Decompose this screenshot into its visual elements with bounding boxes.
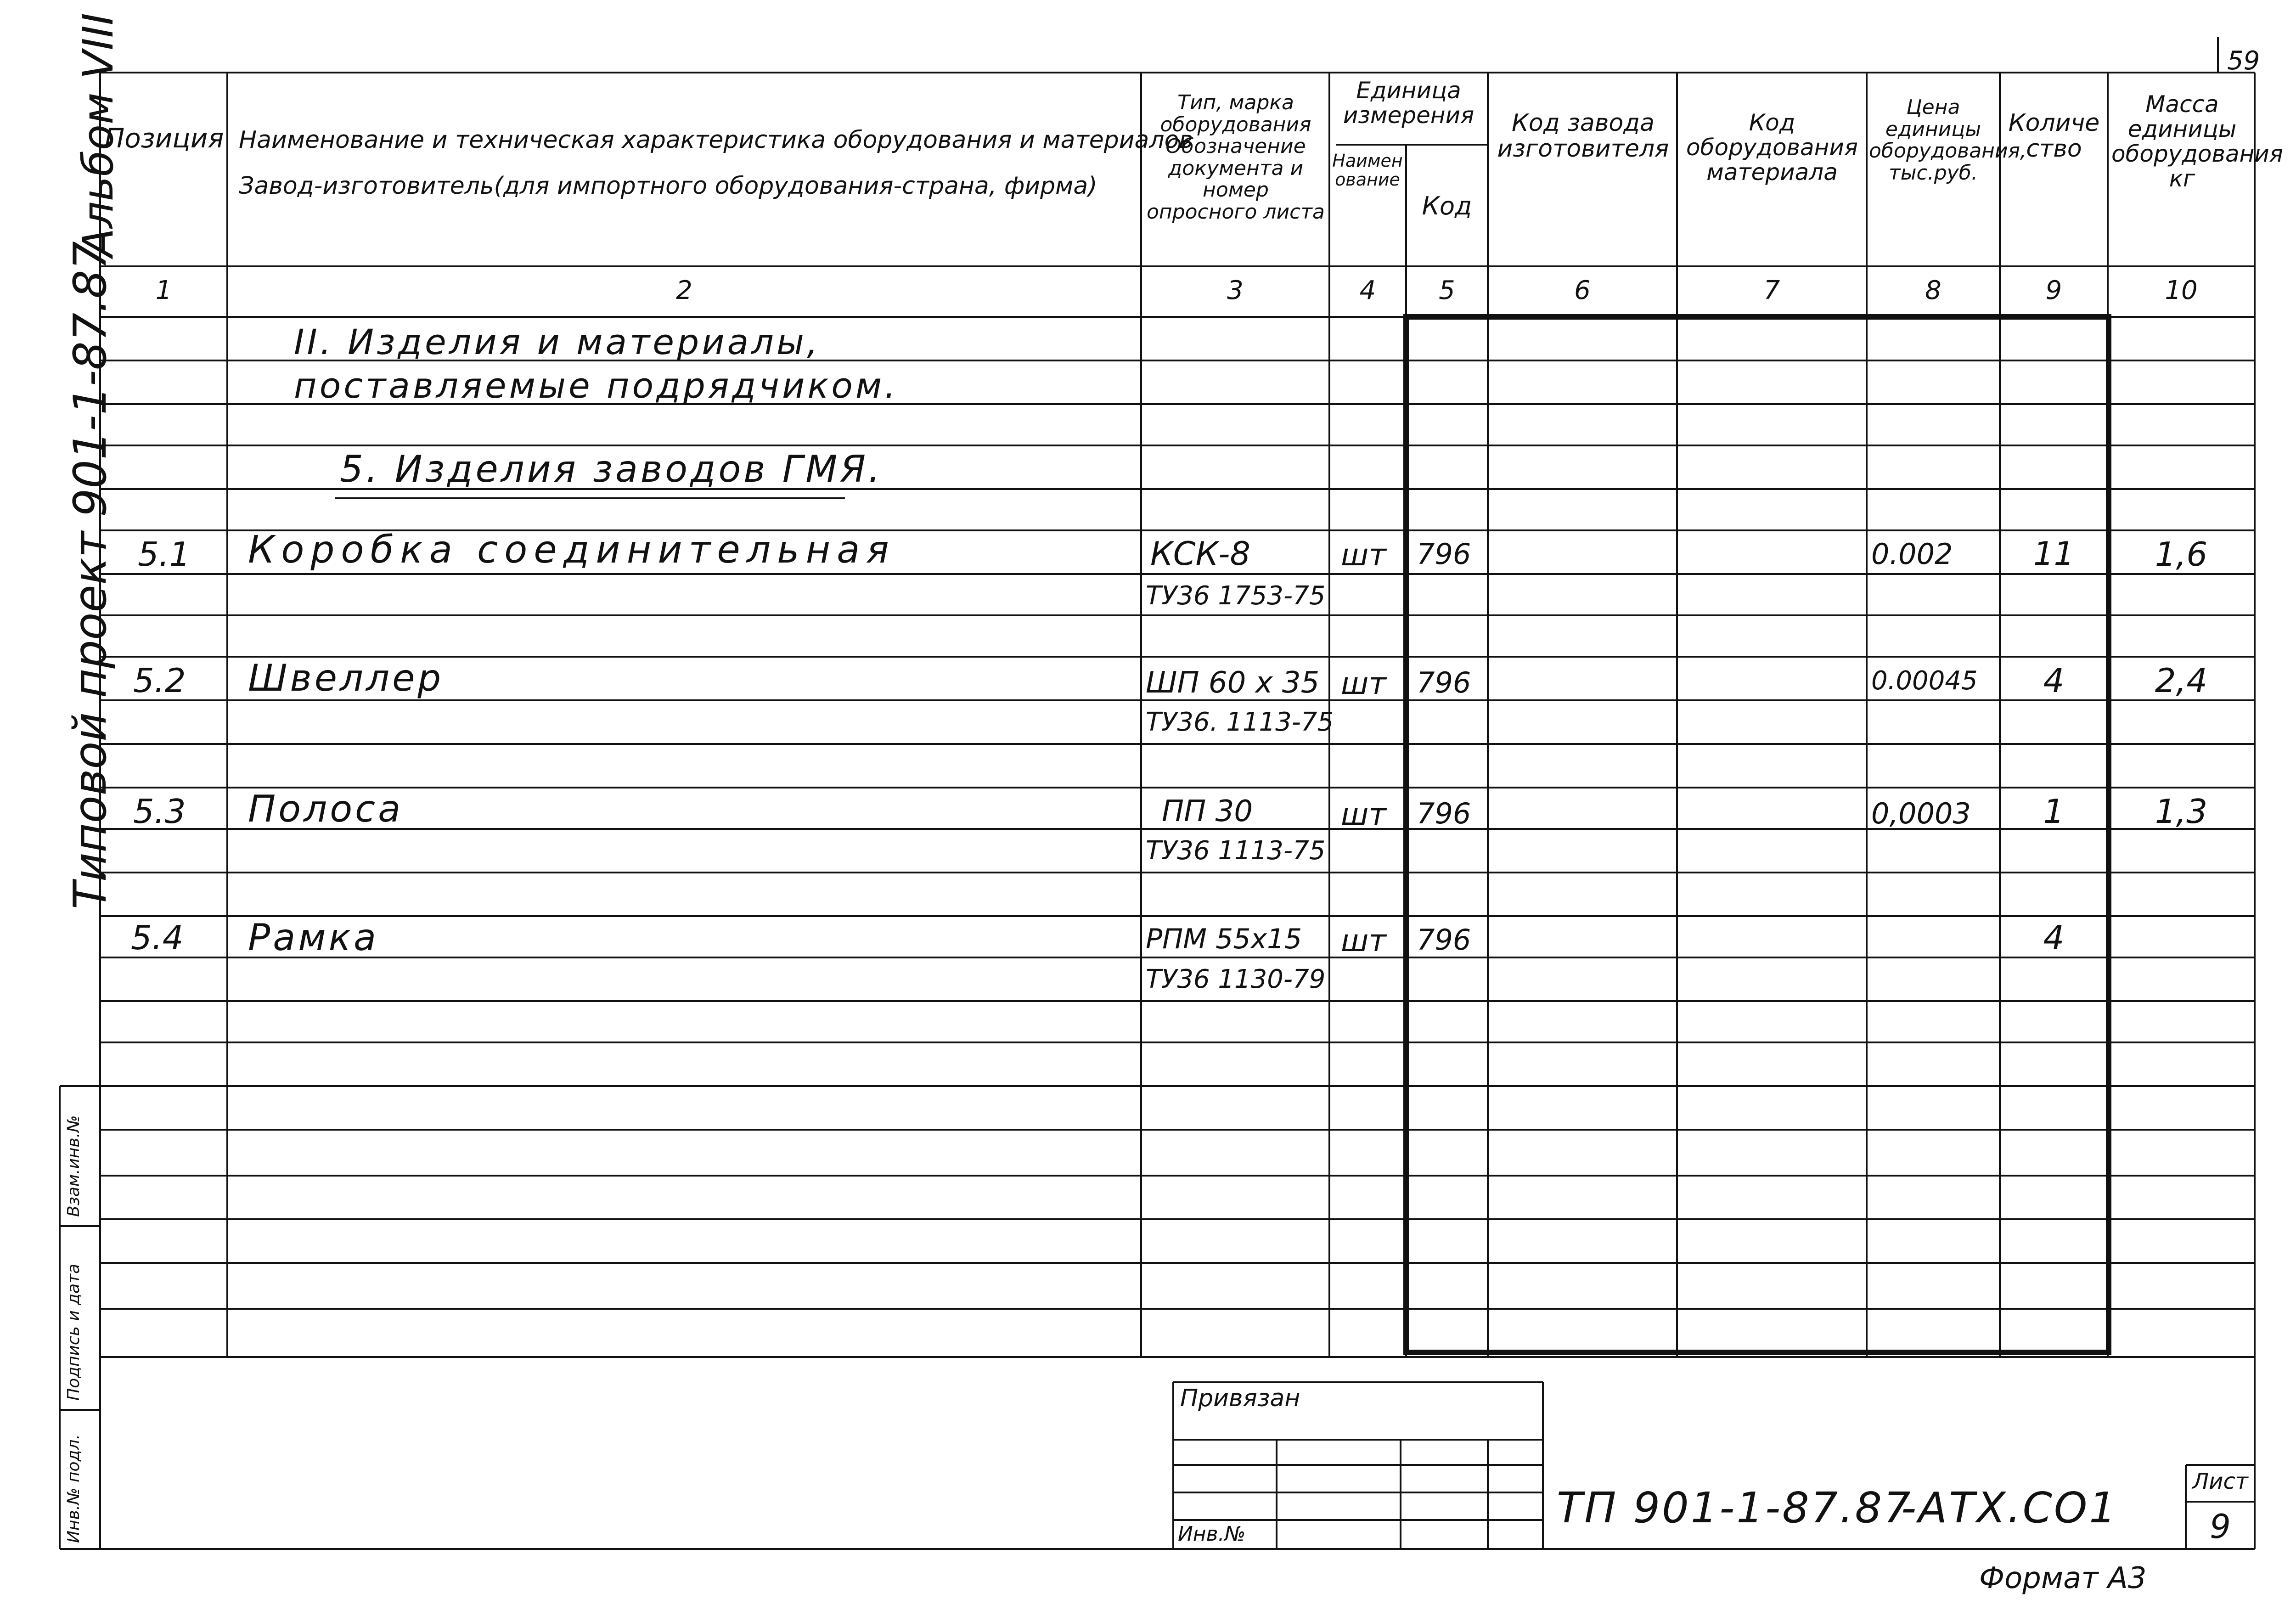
album-label: Альбом VIII [73,13,123,257]
header-equipment-code: Код оборудования материала [1686,109,1858,186]
sheet-number: 9 [2210,1507,2231,1546]
row-5-1-name: Коробка соединительная [248,528,895,572]
header-name-line1: Наименование и техническая характеристика оборудования и материалов [239,126,1193,154]
row-5-4-position: 5.4 [131,918,184,957]
row-5-2-name: Швеллер [248,657,444,699]
col-number-1: 1 [155,276,172,305]
row-5-4-unit: шт [1341,923,1386,958]
header-mass: Масса единицы оборудования кг [2111,91,2283,192]
stamp-label-signature: Подпись и дата [64,1263,83,1401]
sheet-label: Лист [2192,1469,2248,1494]
header-quantity: Количество [2008,109,2100,163]
row-5-3-type: ПП 30 [1162,794,1253,828]
row-5-1-price: 0.002 [1871,537,1953,571]
section-title-line2: поставляемые подрядчиком. [294,365,899,406]
row-5-4-name: Рамка [248,916,379,959]
row-5-3-code: 796 [1417,797,1471,830]
row-5-3-name: Полоса [248,788,404,830]
row-5-4-quantity: 4 [2043,918,2065,957]
col-number-10: 10 [2165,276,2198,305]
row-5-3-unit: шт [1341,797,1386,832]
inventory-number-label: Инв.№ [1178,1522,1246,1546]
row-5-1-unit: шт [1341,537,1386,573]
row-5-2-price: 0.00045 [1871,666,1978,696]
row-5-2-type: ШП 60 х 35 [1146,666,1320,700]
section-title-line1: II. Изделия и материалы, [294,321,821,362]
row-5-3-position: 5.3 [133,792,186,831]
col-number-4: 4 [1359,276,1376,305]
designation-left: ТП 901-1-87.87 [1557,1483,1913,1532]
header-unit-name: Наименование [1332,151,1403,190]
col-number-2: 2 [676,276,692,305]
page-number: 59 [2227,46,2260,76]
row-5-4-code: 796 [1417,923,1471,957]
row-5-2-position: 5.2 [133,661,186,700]
col-number-8: 8 [1925,276,1941,305]
row-5-4-doc: ТУ36 1130-79 [1146,964,1326,994]
row-5-1-doc: ТУ36 1753-75 [1146,581,1326,611]
header-unit-group: Единица измерения [1343,77,1474,129]
header-position: Позиция [104,123,224,154]
section-subtitle: 5. Изделия заводов ГМЯ. [340,448,883,490]
format-label: Формат А3 [1979,1561,2147,1595]
row-5-3-quantity: 1 [2043,792,2065,831]
row-5-1-code: 796 [1417,537,1471,571]
col-number-7: 7 [1763,276,1780,305]
row-5-2-code: 796 [1417,666,1471,699]
stamp-label-original: Инв.№ подл. [64,1434,83,1543]
project-label: Типовой проект 901-1-87.87 [64,241,117,909]
row-5-3-mass: 1,3 [2155,792,2208,831]
row-5-1-mass: 1,6 [2155,535,2208,574]
row-5-1-type: КСК-8 [1150,535,1251,573]
designation-right: -АТХ.СО1 [1901,1483,2118,1532]
row-5-1-quantity: 11 [2033,535,2075,573]
linked-label: Привязан [1180,1385,1300,1412]
col-number-5: 5 [1439,276,1455,305]
row-5-2-doc: ТУ36. 1113-75 [1146,707,1334,737]
row-5-2-mass: 2,4 [2155,661,2208,700]
row-5-3-price: 0,0003 [1871,797,1971,830]
header-unit-code: Код [1422,191,1472,220]
col-number-6: 6 [1574,276,1591,305]
row-5-2-unit: шт [1341,666,1386,701]
row-5-2-quantity: 4 [2043,661,2065,700]
row-5-1-position: 5.1 [138,535,191,574]
header-factory-code: Код завода изготовителя [1497,109,1669,163]
col-number-3: 3 [1227,276,1244,305]
row-5-3-doc: ТУ36 1113-75 [1146,836,1326,866]
row-5-4-type: РПМ 55х15 [1146,923,1302,955]
stamp-label-replaced: Взам.инв.№ [64,1115,83,1217]
header-name-line2: Завод-изготовитель(для импортного оборудования-страна, фирма) [239,172,1097,200]
col-number-9: 9 [2045,276,2062,305]
header-type: Тип, марка оборудования Обозначение документа и номер опросного листа [1147,91,1325,224]
header-price: Цена единицы оборудования, тыс.руб. [1869,96,2026,185]
